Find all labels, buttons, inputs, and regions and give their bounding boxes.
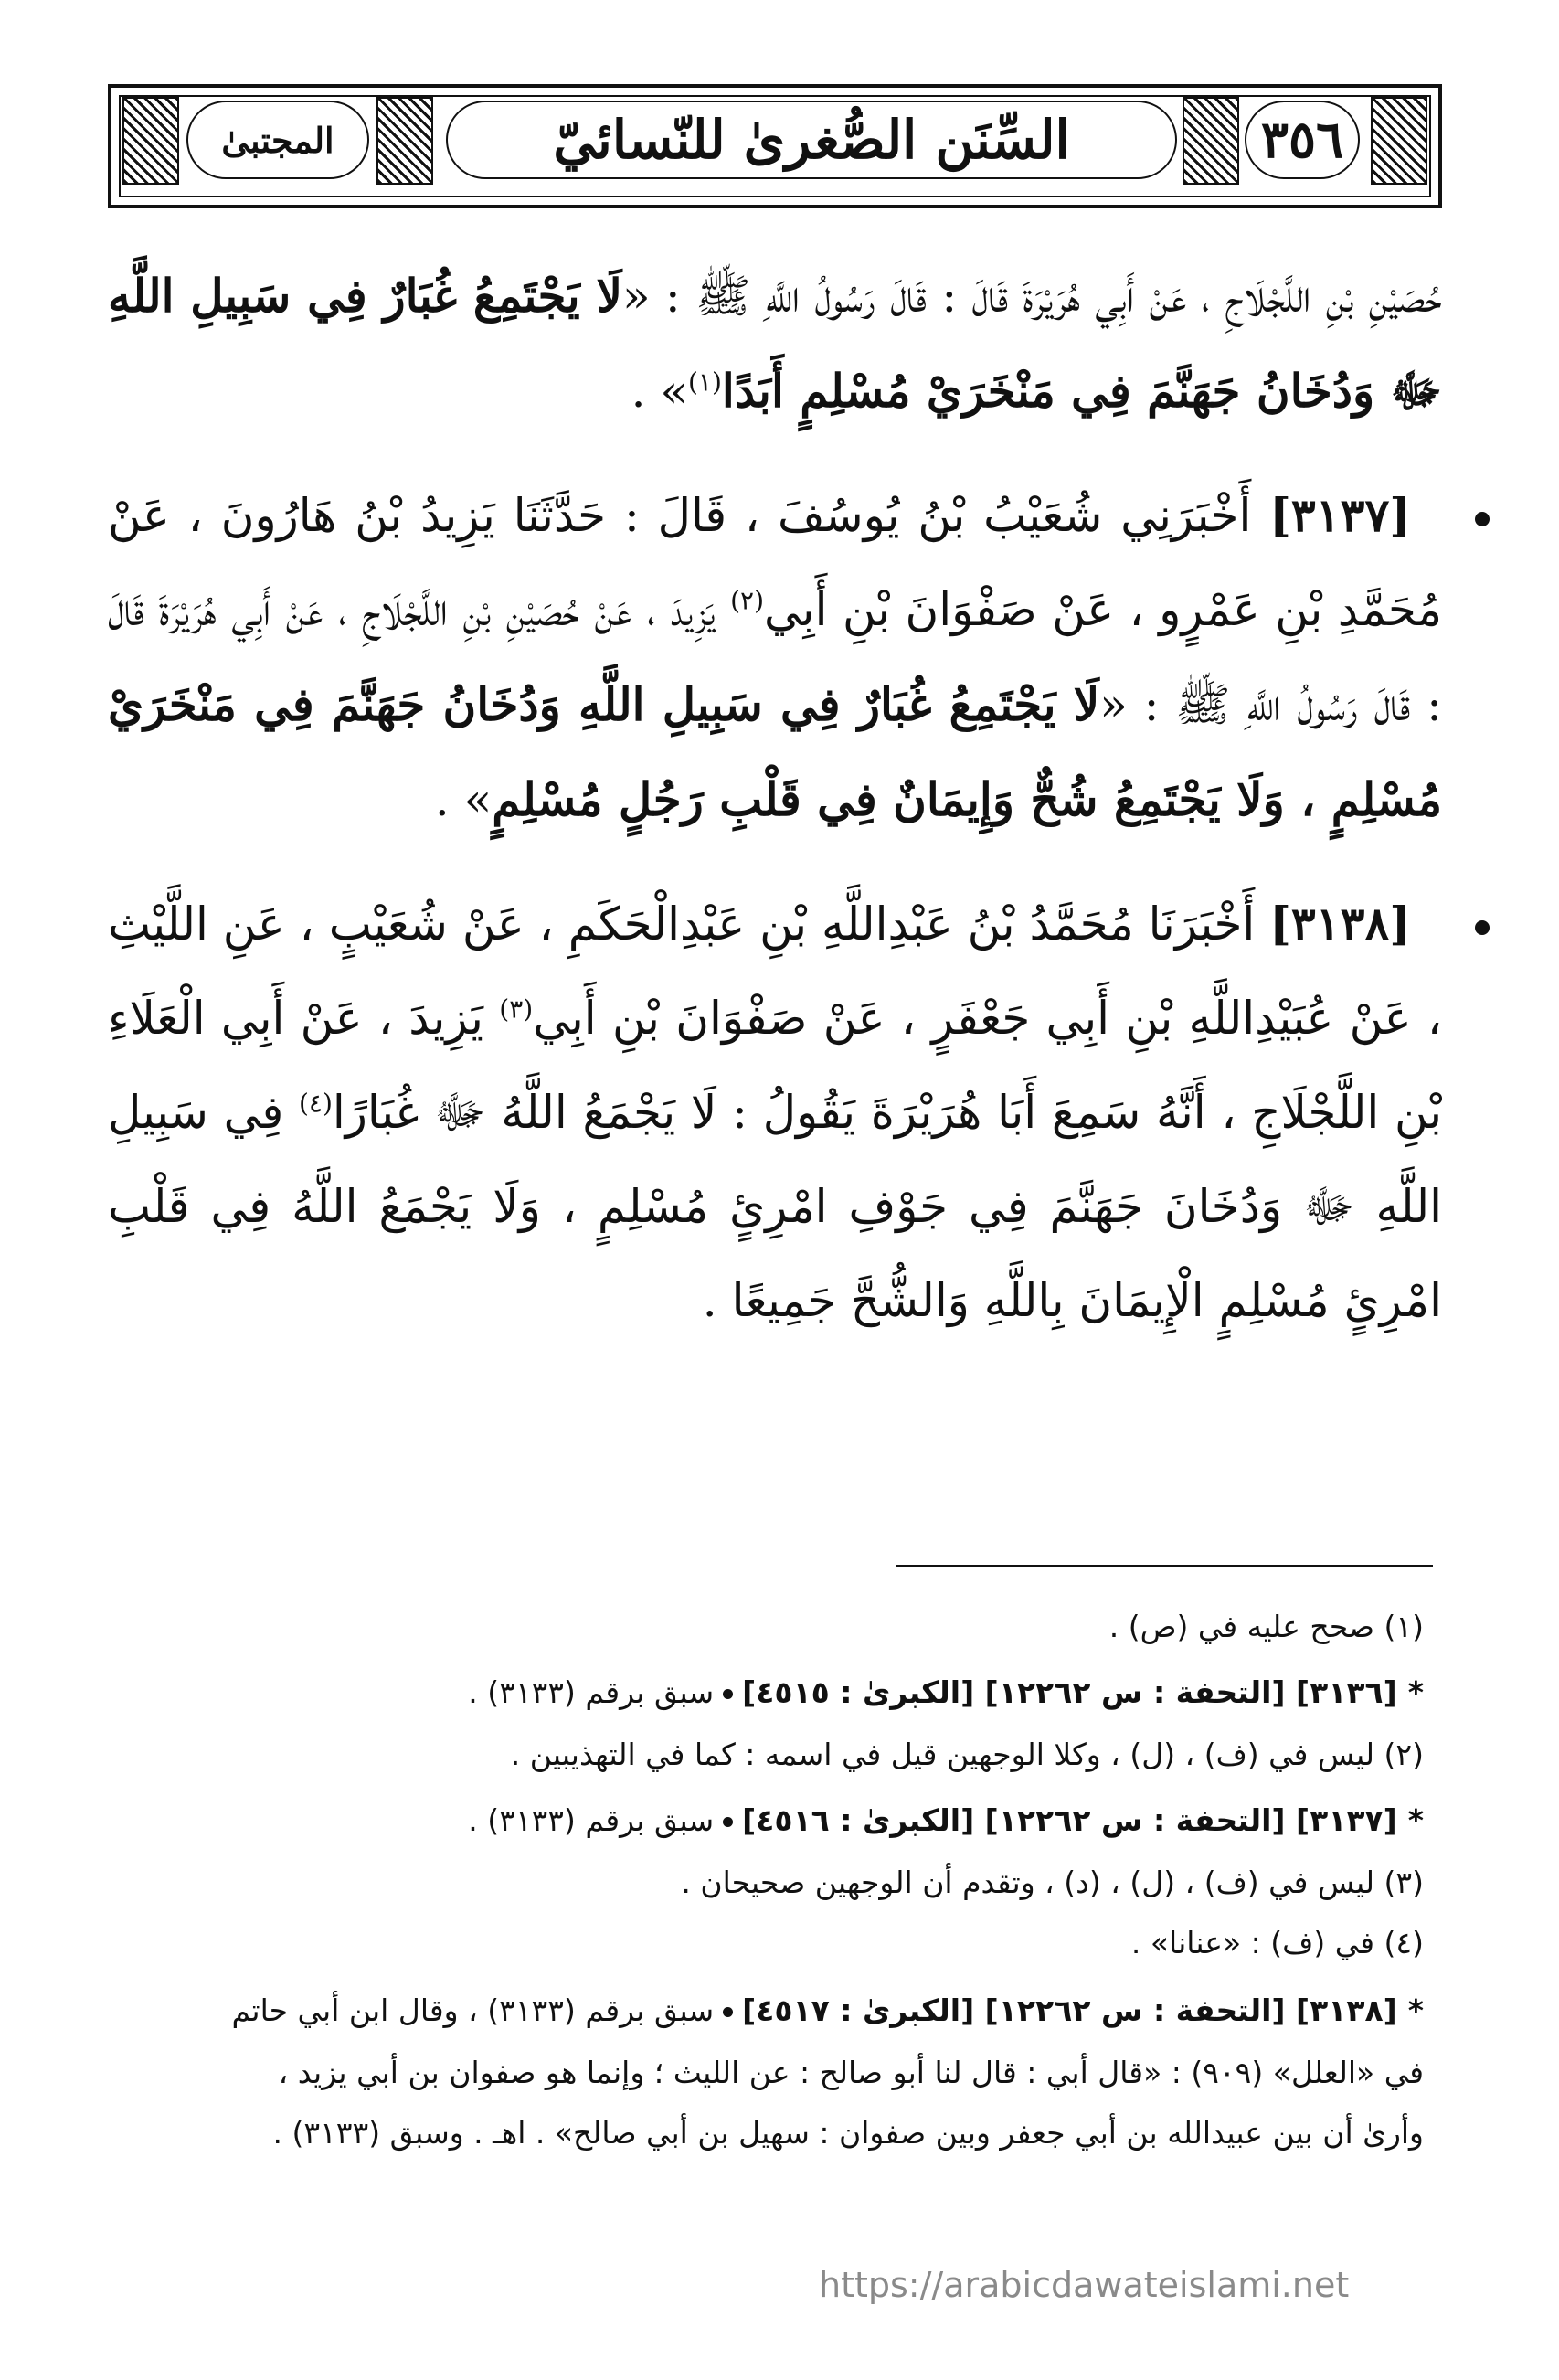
footnote-2: (٢) ليس في (ف) ، (ل) ، وكلا الوجهين قيل في اسمه : كما في التهذيبين . bbox=[510, 1737, 1424, 1772]
footnote-marker: (٢) bbox=[730, 585, 764, 616]
footnote-3: (٣) ليس في (ف) ، (ل) ، (د) ، وتقدم أن الوجهين صحيحان . bbox=[681, 1865, 1424, 1900]
running-title-frame bbox=[446, 101, 1177, 179]
text-span: فِي سَبِيلِ اللَّهِ ﷻ وَدُخَانَ جَهَنَّمَ فِي جَوْفِ امْرِئٍ مُسْلِمٍ ، وَلَا يَجْمَعُ اللَّهُ فِي قَلْبِ امْرِئٍ مُسْلِمٍ الْإِيمَانَ بِاللَّهِ وَالشُّحَّ جَمِيعًا . bbox=[108, 1086, 1442, 1327]
main-text bbox=[108, 249, 1442, 1348]
ornament-icon bbox=[122, 97, 179, 185]
paragraph-continuation bbox=[108, 249, 1442, 439]
text-span: » . bbox=[434, 773, 493, 826]
takhrij-3138-line2: في «العلل» (٩٠٩) : «قال أبي : قال لنا أبو صالح : عن الليث ؛ وإنما هو صفوان بن أبي يزيد ، bbox=[278, 2055, 1424, 2090]
bullet-icon bbox=[1475, 512, 1490, 526]
takhrij-note: سبق برقم (٣١٣٣) . bbox=[468, 1802, 715, 1838]
text-span: حُصَيْنِ بْنِ اللَّجْلَاجِ ، عَنْ أَبِي هُرَيْرَةَ قَالَ : قَالَ رَسُولُ اللَّهِ ﷺ : « bbox=[622, 270, 1442, 323]
takhrij-3137 bbox=[108, 1802, 1424, 1838]
footnote-rule bbox=[896, 1565, 1433, 1567]
star-icon: * bbox=[1407, 1992, 1424, 2028]
takhrij-ref: [٣١٣٨] [التحفة : س ١٢٢٦٢] [الكبرىٰ : ٤٥١٧] bbox=[742, 1992, 1397, 2028]
text-span: أَخْبَرَنَا مُحَمَّدُ بْنُ عَبْدِاللَّهِ بْنِ عَبْدِالْحَكَمِ ، عَنْ شُعَيْبٍ ، عَنِ اللَّيْثِ ، عَنْ عُبَيْدِاللَّهِ بْنِ أَبِي جَعْفَرٍ ، عَنْ صَفْوَانَ بْنِ أَبِي bbox=[108, 898, 1442, 1045]
star-icon: * bbox=[1407, 1802, 1424, 1838]
star-icon: * bbox=[1407, 1674, 1424, 1710]
page-number-frame bbox=[1245, 101, 1360, 179]
hadith-number: [٣١٣٨] bbox=[1269, 897, 1411, 951]
takhrij-note: سبق برقم (٣١٣٣) ، وقال ابن أبي حاتم bbox=[231, 1992, 715, 2028]
footnote-marker: (٣) bbox=[499, 993, 534, 1025]
text-span: يَزِيدَ ، عَنْ حُصَيْنِ بْنِ اللَّجْلَاجِ ، عَنْ أَبِي هُرَيْرَةَ قَالَ : قَالَ رَسُولُ اللَّهِ ﷺ : « bbox=[108, 583, 1442, 731]
takhrij-note: سبق برقم (٣١٣٣) . bbox=[468, 1674, 715, 1710]
footnote-4: (٤) في (ف) : «عنانا» . bbox=[1130, 1925, 1424, 1960]
text-span: يَزِيدَ ، عَنْ أَبِي الْعَلَاءِ بْنِ اللَّجْلَاجِ ، أَنَّهُ سَمِعَ أَبَا هُرَيْرَةَ يَقُولُ : لَا يَجْمَعُ اللَّهُ ﷻ غُبَارًا bbox=[108, 992, 1442, 1139]
ornament-icon bbox=[1183, 97, 1239, 185]
ornament-icon bbox=[376, 97, 433, 185]
bullet-icon bbox=[1475, 920, 1490, 935]
page-header bbox=[108, 84, 1442, 208]
takhrij-3138-line3: وأرىٰ أن بين عبيدالله بن أبي جعفر وبين صفوان : سهيل بن أبي صالح» . اهـ . وسبق (٣١٣٣) . bbox=[272, 2115, 1424, 2151]
hadith-quote: لَا يَجْتَمِعُ غُبَارٌ فِي سَبِيلِ اللَّهِ وَدُخَانُ جَهَنَّمَ فِي مَنْخَرَيْ مُسْلِمٍ ، وَلَا يَجْتَمِعُ شُحٌّ وَإِيمَانٌ فِي قَلْبِ رَجُلٍ مُسْلِمٍ bbox=[108, 677, 1442, 826]
running-title: السِّنَن الصُّغرىٰ للنّسائيّ bbox=[553, 109, 1070, 171]
bullet-icon bbox=[723, 2007, 733, 2017]
footnote-marker: (١) bbox=[687, 367, 722, 398]
hadith-3138 bbox=[108, 877, 1442, 1348]
takhrij-ref: [٣١٣٦] [التحفة : س ١٢٢٦٢] [الكبرىٰ : ٤٥١٥] bbox=[742, 1674, 1397, 1710]
footnote-1: (١) صحح عليه في (ص) . bbox=[1108, 1609, 1424, 1644]
text-span: أَخْبَرَنِي شُعَيْبُ بْنُ يُوسُفَ ، قَالَ : حَدَّثَنَا يَزِيدُ بْنُ هَارُونَ ، عَنْ مُحَمَّدِ بْنِ عَمْرٍو ، عَنْ صَفْوَانَ بْنِ أَبِي bbox=[108, 489, 1442, 636]
text-span: » . bbox=[631, 365, 688, 418]
book-badge-text: المجتبىٰ bbox=[221, 119, 334, 161]
ornament-icon bbox=[1371, 97, 1427, 185]
hadith-3137 bbox=[108, 468, 1442, 847]
hadith-number: [٣١٣٧] bbox=[1269, 488, 1411, 542]
book-badge bbox=[186, 101, 369, 179]
bullet-icon bbox=[723, 1689, 733, 1699]
hadith-quote: لَا يَجْتَمِعُ غُبَارٌ فِي سَبِيلِ اللَّهِ ﷻ وَدُخَانُ جَهَنَّمَ فِي مَنْخَرَيْ مُسْلِمٍ أَبَدًا bbox=[108, 269, 1442, 418]
page-number: ٣٥٦ bbox=[1260, 110, 1344, 170]
takhrij-3138 bbox=[108, 1992, 1424, 2028]
takhrij-3136 bbox=[108, 1674, 1424, 1710]
footnote-marker: (٤) bbox=[298, 1088, 333, 1119]
takhrij-ref: [٣١٣٧] [التحفة : س ١٢٢٦٢] [الكبرىٰ : ٤٥١٦] bbox=[742, 1802, 1397, 1838]
bullet-icon bbox=[723, 1817, 733, 1827]
watermark-url: https://arabicdawateislami.net bbox=[819, 2265, 1350, 2305]
